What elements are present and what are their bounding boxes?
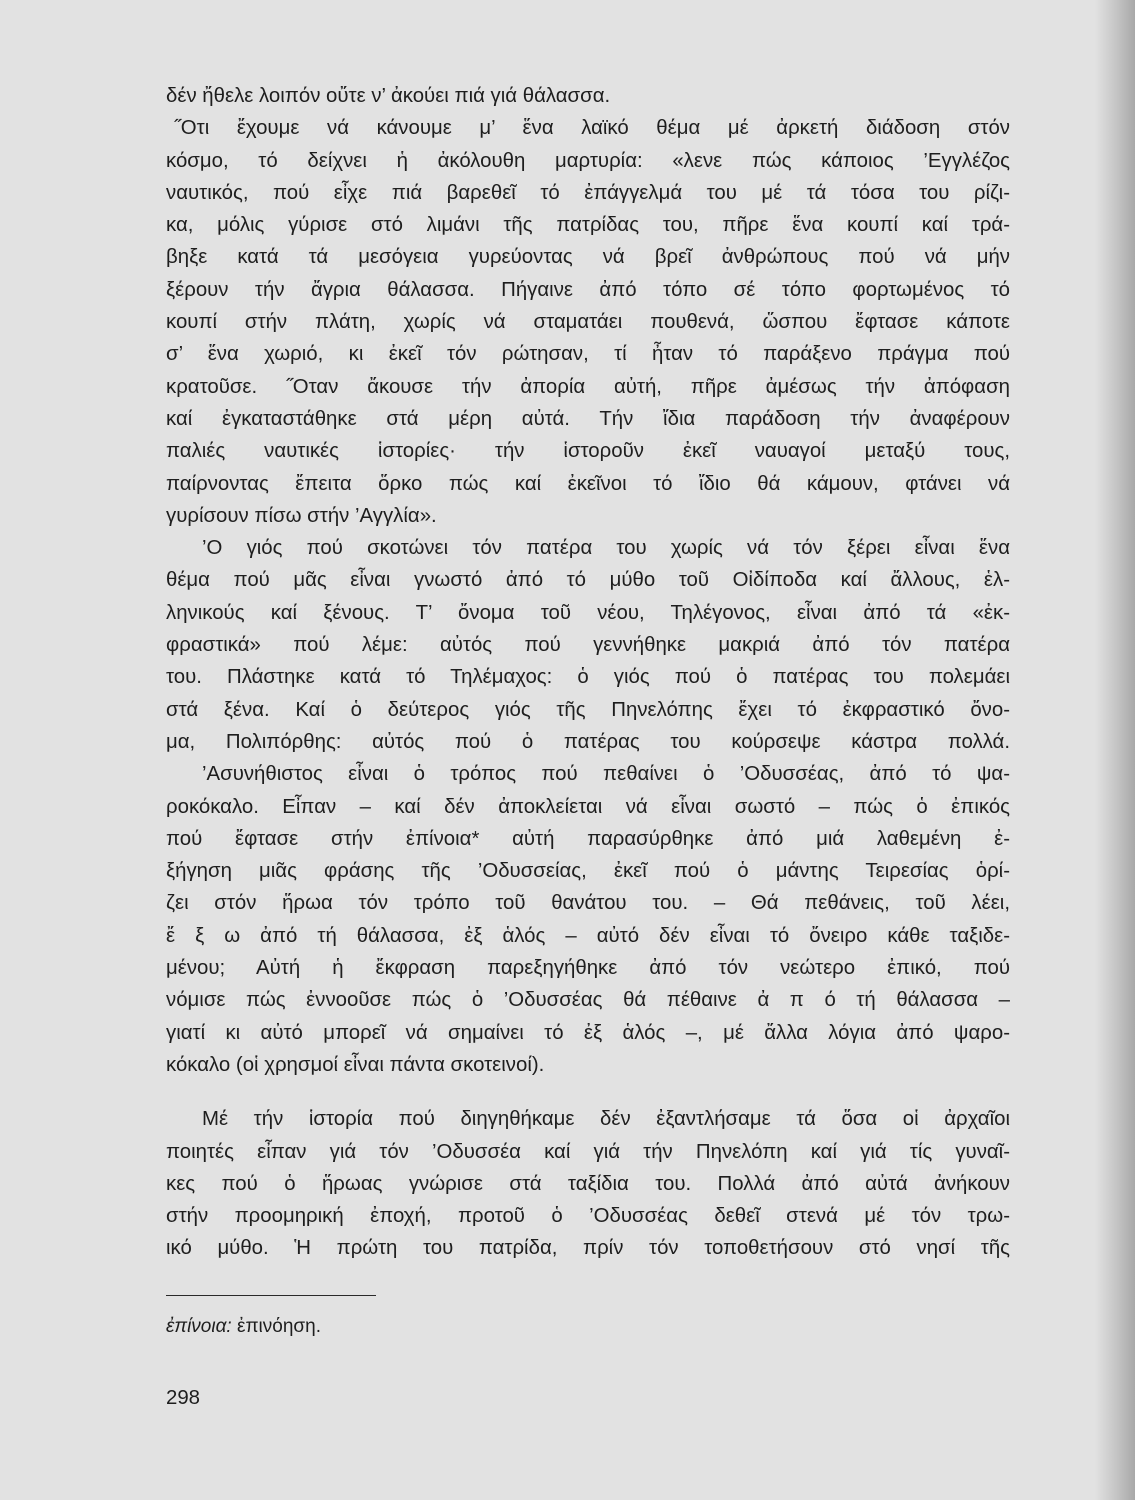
text-line: στά ξένα. Καί ὁ δεύτερος γιός τῆς Πηνελόπης ἔχει τό ἐκφραστικό ὄνο-: [166, 698, 1010, 721]
text-line: γυρίσουν πίσω στήν ’Αγγλία».: [166, 504, 437, 527]
text-line: ικό μύθο. Ἡ πρώτη του πατρίδα, πρίν τόν τοποθετήσουν στό νησί τῆς: [166, 1237, 1010, 1260]
text-line: ’Ο γιός πού σκοτώνει τόν πατέρα του χωρίς νά τόν ξέρει εἶναι ἕνα: [202, 537, 1010, 560]
text-line: θέμα πού μᾶς εἶναι γνωστό ἀπό τό μύθο τοῦ Οἰδίποδα καί ἄλλους, ἑλ-: [166, 569, 1010, 592]
text-line: ποιητές εἶπαν γιά τόν ’Οδυσσέα καί γιά τήν Πηνελόπη καί γιά τίς γυναῖ-: [166, 1140, 1010, 1163]
text-line: καί ἐγκαταστάθηκε στά μέρη αὐτά. Τήν ἴδια παράδοση τήν ἀναφέρουν: [166, 407, 1010, 430]
text-line: παίρνοντας ἔπειτα ὅρκο πώς καί ἐκεῖνοι τό ἴδιο θά κάμουν, φτάνει νά: [166, 472, 1010, 495]
text-line: ἔ ξ ω ἀπό τή θάλασσα, ἐξ ἁλός – αὐτό δέν εἶναι τό ὄνειρο κάθε ταξιδε-: [166, 924, 1010, 947]
text-line: σ’ ἕνα χωριό, κι ἐκεῖ τόν ρώτησαν, τί ἦταν τό παράξενο πράγμα πού: [166, 343, 1010, 366]
text-line: ροκόκαλο. Εἶπαν – καί δέν ἀποκλείεται νά εἶναι σωστό – πώς ὁ ἐπικός: [166, 795, 1010, 818]
footnote-term: ἐπίνοια:: [166, 1316, 232, 1337]
text-line: κα, μόλις γύρισε στό λιμάνι τῆς πατρίδας του, πῆρε ἕνα κουπί καί τρά-: [166, 214, 1010, 237]
main-text: [166, 80, 1010, 1265]
text-line: κες πού ὁ ἥρωας γνώρισε στά ταξίδια του. Πολλά ἀπό αὐτά ἀνήκουν: [166, 1172, 1010, 1195]
paragraph-gap: [166, 1081, 1010, 1103]
text-line: ξήγηση μιᾶς φράσης τῆς ’Οδυσσείας, ἐκεῖ πού ὁ μάντης Τειρεσίας ὁρί-: [166, 860, 1010, 883]
text-line: ˝Οτι ἔχουμε νά κάνουμε μ’ ἕνα λαϊκό θέμα μέ ἀρκετή διάδοση στόν: [174, 117, 1010, 140]
text-line: ζει στόν ἥρωα τόν τρόπο τοῦ θανάτου του. – Θά πεθάνεις, τοῦ λέει,: [166, 892, 1010, 915]
text-line: φραστικά» πού λέμε: αὐτός πού γεννήθηκε μακριά ἀπό τόν πατέρα: [166, 634, 1010, 657]
text-line: μένου; Αὐτή ἡ ἔκφραση παρεξηγήθηκε ἀπό τόν νεώτερο ἐπικό, πού: [166, 957, 1010, 980]
page-number: 298: [166, 1387, 201, 1409]
text-line: ληνικούς καί ξένους. Τ’ ὄνομα τοῦ νέου, Τηλέγονος, εἶναι ἀπό τά «ἐκ-: [166, 601, 1010, 624]
text-line: παλιές ναυτικές ἱστορίες· τήν ἱστοροῦν ἐκεῖ ναυαγοί μεταξύ τους,: [166, 440, 1010, 463]
text-line: ναυτικός, πού εἶχε πιά βαρεθεῖ τό ἐπάγγελμά του μέ τά τόσα του ρίζι-: [166, 181, 1010, 204]
text-line: στήν προομηρική ἐποχή, προτοῦ ὁ ’Οδυσσέας δεθεῖ στενά μέ τόν τρω-: [166, 1205, 1010, 1228]
text-line: νόμισε πώς ἐννοοῦσε πώς ὁ ’Οδυσσέας θά πέθαινε ἀ π ό τή θάλασσα –: [166, 989, 1010, 1012]
text-line: κουπί στήν πλάτη, χωρίς νά σταματάει πουθενά, ὥσπου ἔφτασε κάποτε: [166, 311, 1010, 334]
text-line: του. Πλάστηκε κατά τό Τηλέμαχος: ὁ γιός πού ὁ πατέρας του πολεμάει: [166, 666, 1010, 689]
text-line: ξέρουν τήν ἄγρια θάλασσα. Πήγαινε ἀπό τόπο σέ τόπο φορτωμένος τό: [166, 278, 1010, 301]
page-edge-shadow: [1095, 0, 1135, 1500]
footnote: [166, 1313, 321, 1341]
footnote-definition: ἐπινόηση.: [231, 1316, 321, 1337]
text-line: βηξε κατά τά μεσόγεια γυρεύοντας νά βρεῖ ἀνθρώπους πού νά μήν: [166, 246, 1010, 269]
footnote-divider: [166, 1295, 376, 1296]
text-line: ’Ασυνήθιστος εἶναι ὁ τρόπος πού πεθαίνει ὁ ’Οδυσσέας, ἀπό τό ψα-: [202, 763, 1010, 786]
text-line: δέν ἤθελε λοιπόν οὔτε ν’ ἀκούει πιά γιά θάλασσα.: [166, 85, 611, 107]
text-line: γιατί κι αὐτό μπορεῖ νά σημαίνει τό ἐξ ἁλός –, μέ ἄλλα λόγια ἀπό ψαρο-: [166, 1021, 1010, 1044]
text-line: Μέ τήν ἱστορία πού διηγηθήκαμε δέν ἐξαντλήσαμε τά ὅσα οἱ ἀρχαῖοι: [202, 1108, 1010, 1131]
text-line: κρατοῦσε. ˝Οταν ἄκουσε τήν ἀπορία αὐτή, πῆρε ἀμέσως τήν ἀπόφαση: [166, 375, 1010, 398]
text-line: πού ἔφτασε στήν ἐπίνοια* αὐτή παρασύρθηκε ἀπό μιά λαθεμένη ἐ-: [166, 827, 1010, 850]
text-line: κόσμο, τό δείχνει ἡ ἀκόλουθη μαρτυρία: «λενε πώς κάποιος ’Εγγλέζος: [166, 149, 1010, 172]
text-line: μα, Πολιπόρθης: αὐτός πού ὁ πατέρας του κούρσεψε κάστρα πολλά.: [166, 730, 1010, 753]
text-line: κόκαλο (οἱ χρησμοί εἶναι πάντα σκοτεινοί).: [166, 1053, 545, 1076]
